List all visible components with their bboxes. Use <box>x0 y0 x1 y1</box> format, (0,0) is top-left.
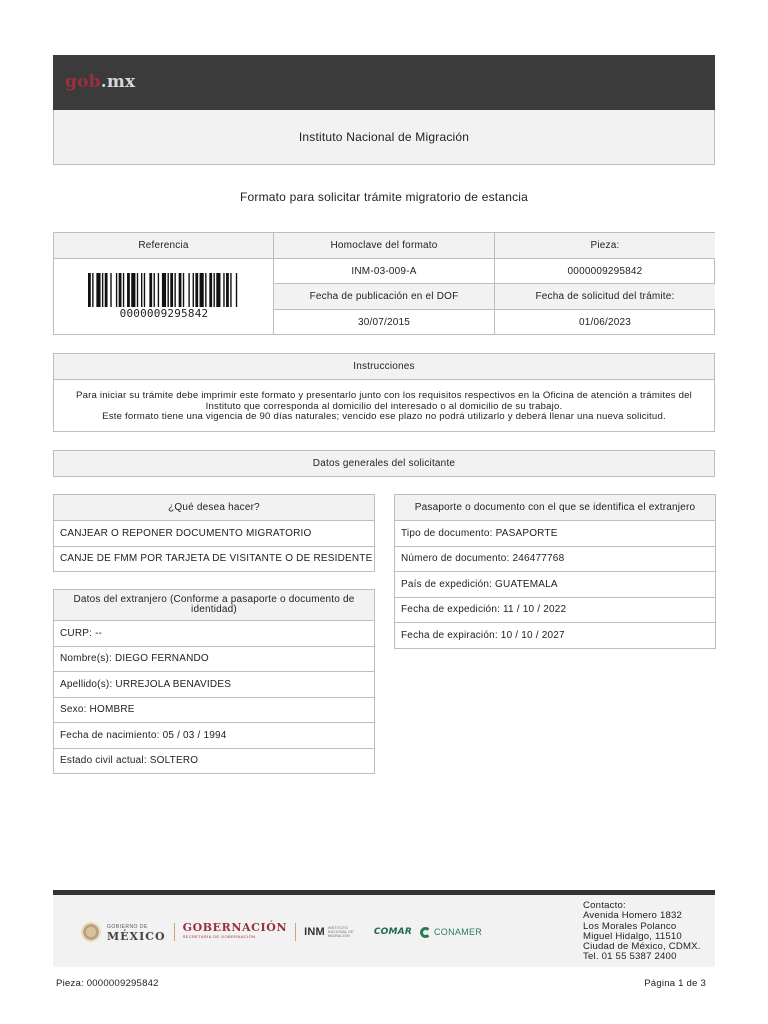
conamer-logo-text: CONAMER <box>433 927 483 937</box>
gob-mx-logo[interactable] <box>65 72 135 92</box>
contact-line: Los Morales Polanco <box>583 920 677 932</box>
inm-logo <box>304 926 366 938</box>
what-to-do-panel <box>53 494 375 572</box>
fecha-dof-value: 30/07/2015 <box>274 310 495 335</box>
what-to-do-item: CANJEAR O REPONER DOCUMENTO MIGRATORIO <box>54 520 374 546</box>
foreigner-estado-civil: Estado civil actual: SOLTERO <box>54 748 374 774</box>
passport-fecha-expedicion: Fecha de expedición: 11 / 10 / 2022 <box>395 597 715 623</box>
gobierno-de-mexico-logo <box>107 923 166 941</box>
foreigner-data-panel <box>53 589 375 774</box>
passport-panel <box>394 494 716 649</box>
foreigner-apellido: Apellido(s): URREJOLA BENAVIDES <box>54 671 374 697</box>
page-number: Página 1 de 3 <box>644 978 706 989</box>
comar-logo: COMAR <box>373 927 412 937</box>
logo-mx-text: .mx <box>100 72 136 92</box>
contact-line: Contacto: <box>583 900 626 911</box>
passport-title: Pasaporte o documento con el que se identifica el extranjero <box>395 495 715 520</box>
pieza-value: 0000009295842 <box>495 259 715 284</box>
foreigner-data-title: Datos del extranjero (Conforme a pasaporte o documento de identidad) <box>54 590 374 620</box>
general-data-title: Datos generales del solicitante <box>54 451 714 476</box>
mexico-logo-small-text: GOBIERNO DE <box>107 924 148 930</box>
footer-logos <box>81 921 482 943</box>
passport-pais: País de expedición: GUATEMALA <box>395 571 715 597</box>
contact-block <box>583 901 701 963</box>
header-homoclave: Homoclave del formato <box>274 233 495 259</box>
gobernacion-logo <box>183 923 288 941</box>
foreigner-nombre: Nombre(s): DIEGO FERNANDO <box>54 646 374 672</box>
reference-table <box>53 232 715 335</box>
passport-fecha-expiracion: Fecha de expiración: 10 / 10 / 2027 <box>395 622 715 648</box>
instructions-line: Para iniciar su trámite debe imprimir este formato y presentarlo junto con los requisitos respectivos en la Oficina de atención a trámites del <box>75 390 693 401</box>
contact-line: Avenida Homero 1832 <box>583 910 683 922</box>
logo-gob-text: gob <box>65 72 101 92</box>
instructions-line: Este formato tiene una vigencia de 90 días naturales; vencido ese plazo no podrá utilizarlo y deberá llenar una nueva solicitud. <box>102 411 666 422</box>
bottom-pieza: Pieza: 0000009295842 <box>56 978 159 989</box>
footer <box>53 895 715 967</box>
barcode-cell <box>54 259 274 335</box>
header-pieza: Pieza: <box>495 233 715 259</box>
general-data-section <box>53 450 715 477</box>
label-fecha-solicitud: Fecha de solicitud del trámite: <box>495 284 715 310</box>
instructions-body <box>54 379 714 431</box>
instructions-line: Instituto que corresponda al domicilio del interesado o al domicilio de su trabajo. <box>205 400 563 412</box>
fecha-solicitud-value: 01/06/2023 <box>578 317 632 328</box>
institute-title: Instituto Nacional de Migración <box>53 110 715 165</box>
header-referencia: Referencia <box>54 233 274 259</box>
inm-logo-text: INM <box>304 926 325 938</box>
inm-logo-small-text: INSTITUTO NACIONAL DE MIGRACIÓN <box>327 926 354 938</box>
instructions-title: Instrucciones <box>54 354 714 379</box>
what-to-do-title: ¿Qué desea hacer? <box>54 495 374 520</box>
logo-separator <box>174 923 175 941</box>
gobernacion-logo-text: GOBERNACIÓN <box>182 921 288 934</box>
contact-line: Tel. 01 55 5387 2400 <box>583 951 677 963</box>
mexico-logo-big-text: MÉXICO <box>107 930 166 943</box>
foreigner-fecha-nacimiento: Fecha de nacimiento: 05 / 03 / 1994 <box>54 722 374 748</box>
label-fecha-dof: Fecha de publicación en el DOF <box>274 284 495 310</box>
barcode-image <box>88 273 240 307</box>
barcode-number: 0000009295842 <box>119 307 209 320</box>
form-title: Formato para solicitar trámite migratorio de estancia <box>239 190 529 204</box>
gobernacion-logo-small-text: SECRETARÍA DE GOBERNACIÓN <box>182 934 256 939</box>
logo-separator <box>295 923 296 941</box>
homoclave-value: INM-03-009-A <box>274 259 495 284</box>
foreigner-curp: CURP: -- <box>54 620 374 646</box>
conamer-icon <box>420 927 431 938</box>
instructions-section <box>53 353 715 432</box>
passport-tipo: Tipo de documento: PASAPORTE <box>395 520 715 546</box>
contact-line: Ciudad de México, CDMX. <box>583 941 701 953</box>
conamer-logo <box>420 927 482 938</box>
mexico-seal-icon <box>81 922 101 942</box>
passport-numero: Número de documento: 246477768 <box>395 546 715 572</box>
top-bar <box>53 55 715 110</box>
contact-line: Miguel Hidalgo, 11510 <box>583 930 682 942</box>
foreigner-sexo: Sexo: HOMBRE <box>54 697 374 723</box>
what-to-do-item: CANJE DE FMM POR TARJETA DE VISITANTE O DE RESIDENTE <box>54 546 374 572</box>
